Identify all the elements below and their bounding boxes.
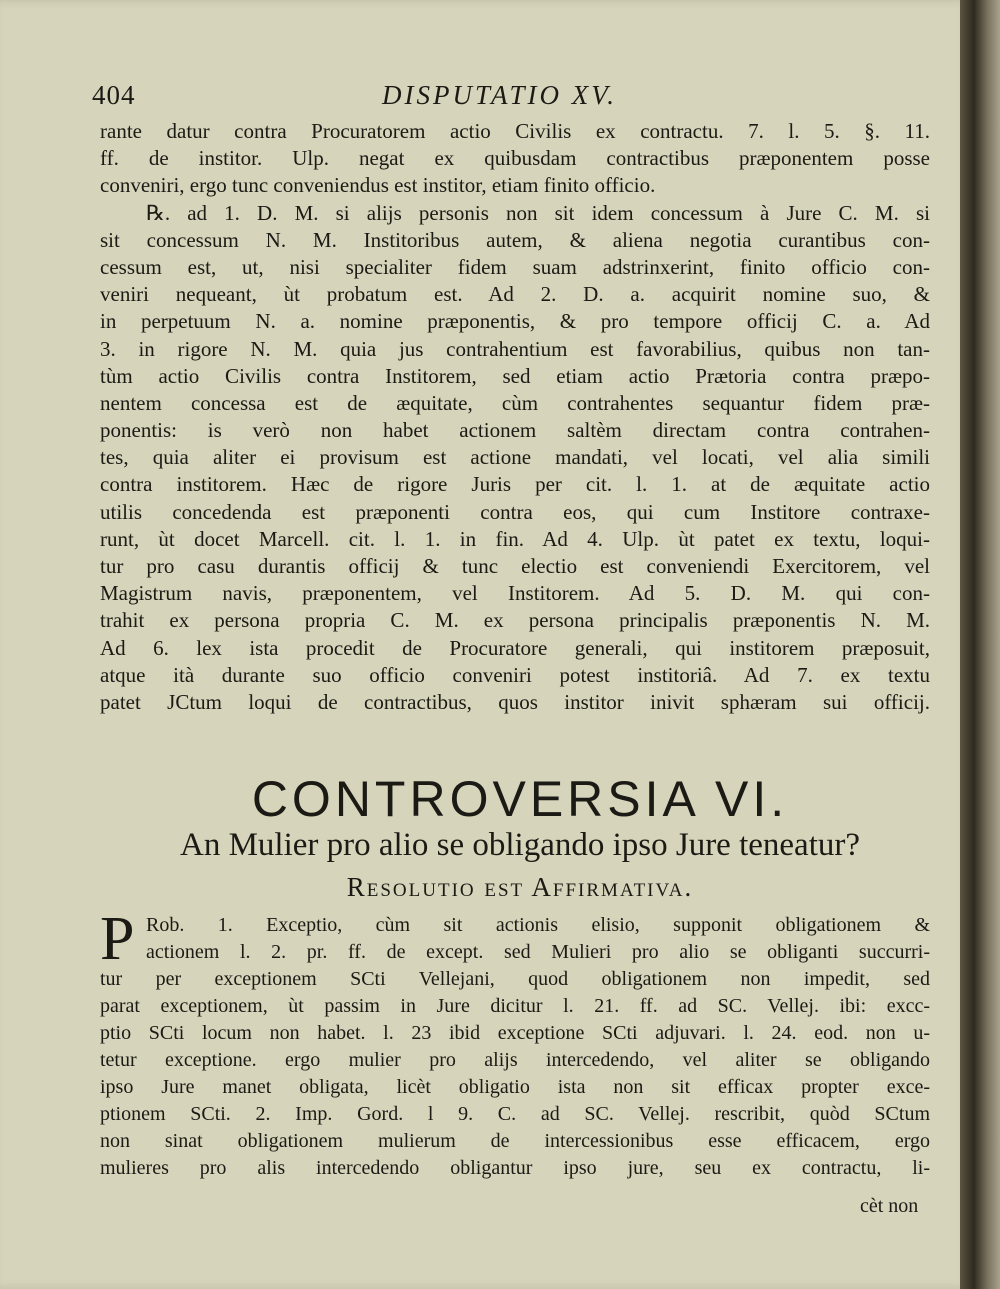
text-line: actionem l. 2. pr. ff. de except. sed Mulieri pro alio se obliganti succurri-	[146, 941, 930, 963]
page-header	[92, 80, 922, 120]
running-head: DISPUTATIO XV.	[382, 80, 617, 110]
drop-cap: P	[100, 905, 135, 973]
text-line: ptio SCti locum non habet. l. 23 ibid exceptione SCti adjuvari. l. 24. eod. non u-	[100, 1022, 930, 1044]
text-line: sit concessum N. M. Institoribus autem, & aliena negotia curantibus con-	[100, 227, 930, 252]
text-line: atque ità durante suo officio conveniri potest institoriâ. Ad 7. ex textu	[100, 662, 930, 687]
controversy-resolution: Resolutio est Affirmativa.	[346, 872, 694, 902]
text-line: ℞. ad 1. D. M. si alijs personis non sit idem concessum à Jure C. M. si	[146, 200, 930, 225]
controversy-title: CONTROVERSIA VI.	[251, 771, 789, 827]
text-line: in perpetuum N. a. nomine præponentis, & pro tempore officij C. a. Ad	[100, 309, 930, 334]
catchword: cèt non	[860, 1195, 919, 1217]
text-line: runt, ùt docet Marcell. cit. l. 1. in fin. Ad 4. Ulp. ùt patet ex textu, loqui-	[100, 526, 930, 551]
text-line: 3. in rigore N. M. quia jus contrahentium est favorabilius, quibus non tan-	[100, 336, 930, 361]
book-spine-edge	[960, 0, 1000, 1289]
text-line: contra institorem. Hæc de rigore Juris per cit. l. 1. at de æquitate actio	[100, 472, 930, 497]
text-line: rante datur contra Procuratorem actio Civilis ex contractu. 7. l. 5. §. 11.	[100, 119, 930, 143]
text-line: tùm actio Civilis contra Institorem, sed etiam actio Prætoria contra præpo-	[100, 363, 930, 388]
text-line: ipso Jure manet obligata, licèt obligatio ista non sit efficax propter exce-	[100, 1076, 930, 1098]
text-line: mulieres pro alis intercedendo obligantur ipso jure, seu ex contractu, li-	[100, 1157, 930, 1179]
controversy-question: An Mulier pro alio se obligando ipso Jure teneatur?	[180, 827, 860, 863]
text-line: parat exceptionem, ùt passim in Jure dicitur l. 21. ff. ad SC. Vellej. ibi: excc-	[100, 995, 930, 1017]
text-line: non sinat obligationem mulierum de intercessionibus esse efficacem, ergo	[100, 1130, 930, 1152]
text-line: patet JCtum loqui de contractibus, quos institor inivit sphæram sui officij.	[100, 689, 930, 714]
text-line: veniri nequeant, ùt probatum est. Ad 2. D. a. acquirit nomine suo, &	[100, 282, 930, 307]
text-line: tes, quia aliter ei provisum est actione mandati, vel locati, vel alia simili	[100, 445, 930, 470]
text-line: ptionem SCti. 2. Imp. Gord. l 9. C. ad SC. Vellej. rescribit, quòd SCtum	[100, 1103, 930, 1125]
text-line: cessum est, ut, nisi specialiter fidem suam adstrinxerint, finito officio con-	[100, 254, 930, 279]
text-line: Ad 6. lex ista procedit de Procuratore generali, qui institorem præposuit,	[100, 635, 930, 660]
text-line: conveniri, ergo tunc conveniendus est institor, etiam finito officio.	[100, 173, 656, 198]
text-line: tetur exceptione. ergo mulier pro alijs intercedendo, vel aliter se obligando	[100, 1049, 930, 1071]
text-line: nentem concessa est de æquitate, cùm contrahentes sequantur fidem præ-	[100, 390, 930, 415]
paragraph-2	[100, 905, 930, 1182]
text-line: trahit ex persona propria C. M. ex persona principalis præponentis N. M.	[100, 608, 930, 633]
text-line: ff. de institor. Ulp. negat ex quibusdam contractibus præponentem posse	[100, 146, 930, 171]
text-line: utilis concedenda est præponenti contra eos, qui cum Institore contraxe-	[100, 499, 930, 524]
text-line: Magistrum navis, præponentem, vel Institorem. Ad 5. D. M. qui con-	[100, 581, 930, 606]
text-line: Rob. 1. Exceptio, cùm sit actionis elisio, supponit obligationem &	[146, 914, 930, 936]
text-line: tur pro casu durantis officij & tunc electio est conveniendi Exercitorem, vel	[100, 554, 930, 578]
page-number: 404	[92, 80, 136, 110]
text-line: ponentis: is verò non habet actionem saltèm directam contra contrahen-	[100, 418, 930, 443]
paragraph-1	[100, 118, 930, 716]
text-line: tur per exceptionem SCti Vellejani, quod obligationem non impedit, sed	[100, 968, 930, 990]
